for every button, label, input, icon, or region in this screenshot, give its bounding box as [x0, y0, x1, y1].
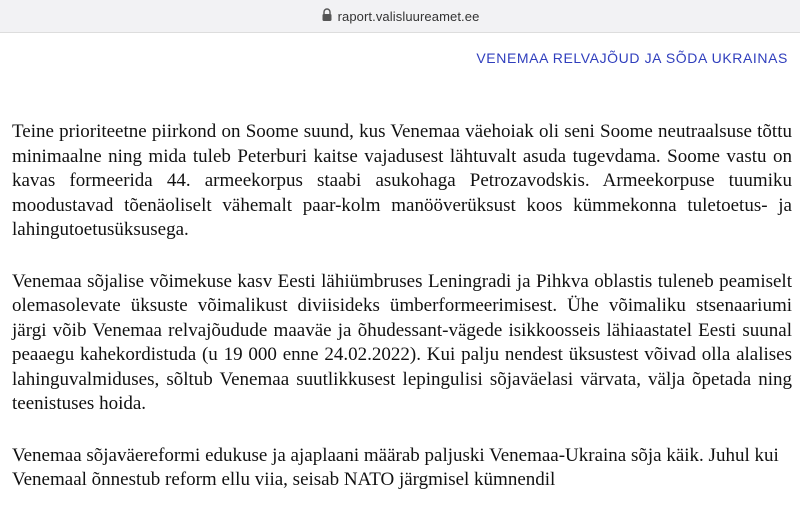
- article-paragraph-2: Venemaa sõjalise võimekuse kasv Eesti lähiümbruses Leningradi ja Pihkva oblastis tuleneb peamiselt olemasolevate üksuste võimalikust diviisideks ümberformeerimisest. Ühe võimaliku stsenaariumi järgi võib Venemaa relvajõudude maaväe ja õhudessant-vägede isikkoosseis lähiaastatel Eesti suunal peaaegu kahekordistuda (u 19 000 enne 24.02.2022). Kui palju nendest üksustest võivad olla alalises lahinguvalmiduses, sõltub Venemaa suutlikkusest lepingulisi sõjaväelasi värvata, välja õpetada ning teenistuses hoida.: [12, 270, 792, 414]
- article-body: [12, 120, 792, 520]
- lock-icon: [321, 8, 333, 22]
- browser-address-bar[interactable]: [0, 0, 800, 33]
- url-text: raport.valisluureamet.ee: [337, 8, 480, 24]
- section-title: VENEMAA RELVAJÕUD JA SÕDA UKRAINAS: [476, 50, 788, 66]
- article-paragraph-3: Venemaa sõjaväereformi edukuse ja ajaplaani määrab paljuski Venemaa-Ukraina sõja käik. Juhul kui Venemaal õnnestub reform ellu viia, seisab NATO järgmisel kümnendil: [12, 444, 779, 490]
- article-paragraph-1: Teine prioriteetne piirkond on Soome suund, kus Venemaa väehoiak oli seni Soome neutraalsuse tõttu minimaalne ning mida tuleb Peterburi kaitse vajadusest lähtuvalt asuda tugevdama. Soome vastu on kavas formeerida 44. armeekorpus staabi asukohaga Petrozavodskis. Armeekorpuse tuumiku moodustavad tõenäoliselt vähemalt paar-kolm manööverüksust koos kümmekonna tuletoetus- ja lahingutoetusüksusega.: [12, 121, 792, 240]
